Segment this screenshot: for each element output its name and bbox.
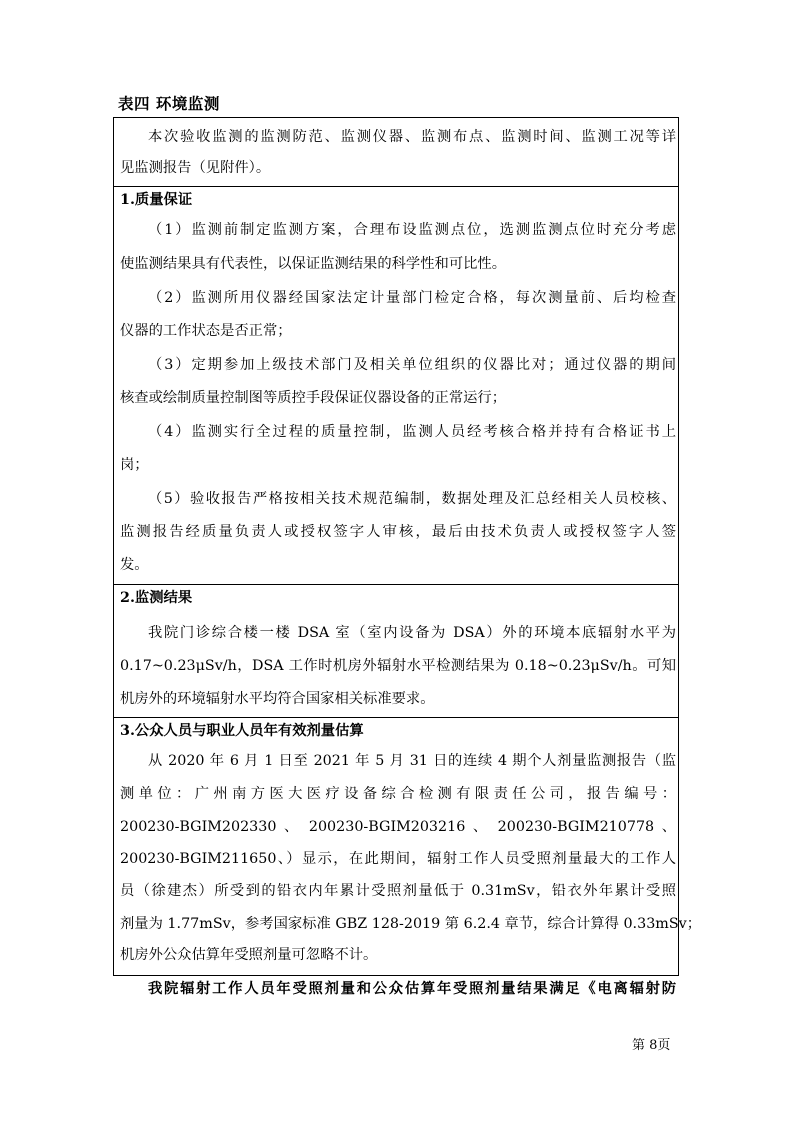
dose-line-4: 200230-BGIM211650、）显示，在此期间，辐射工作人员受照剂量最大的工作人 [120, 851, 676, 867]
qa-item-4-line-1: （4）监测实行全过程的质量控制，监测人员经考核合格并持有合格证书上 [148, 424, 676, 440]
intro-line-1: 本次验收监测的监测防范、监测仪器、监测布点、监测时间、监测工况等详 [148, 129, 676, 145]
qa-item-3-line-2: 核查或绘制质量控制图等质控手段保证仪器设备的正常运行； [120, 390, 507, 406]
divider [113, 584, 679, 585]
qa-item-5-line-2: 监测报告经质量负责人或授权签字人审核，最后由技术负责人或授权签字人签 [120, 524, 676, 540]
dose-conclusion: 我院辐射工作人员年受照剂量和公众估算年受照剂量结果满足《电离辐射防 [148, 981, 676, 997]
section-title: 表四 环境监测 [118, 94, 220, 113]
qa-item-1-line-1: （1）监测前制定监测方案，合理布设监测点位，选测监测点位时充分考虑 [148, 222, 676, 238]
qa-item-5-line-1: （5）验收报告严格按相关技术规范编制，数据处理及汇总经相关人员校核、 [148, 491, 676, 507]
divider [113, 717, 679, 718]
results-line-1: 我院门诊综合楼一楼 DSA 室（室内设备为 DSA）外的环境本底辐射水平为 [148, 625, 676, 641]
qa-item-2-line-1: （2）监测所用仪器经国家法定计量部门检定合格，每次测量前、后均检查 [148, 290, 676, 306]
dose-line-5: 员（徐建杰）所受到的铅衣内年累计受照剂量低于 0.31mSv，铅衣外年累计受照 [120, 883, 676, 899]
dose-line-6: 剂量为 1.77mSv，参考国家标准 GBZ 128-2019 第 6.2.4 章节，综合计算得 0.33mSv； [120, 916, 702, 932]
page-number: 第 8页 [632, 1038, 671, 1053]
dose-line-1: 从 2020 年 6 月 1 日至 2021 年 5 月 31 日的连续 4 期个人剂量监测报告（监 [148, 753, 676, 769]
dose-line-7: 机房外公众估算年受照剂量可忽略不计。 [120, 947, 378, 963]
results-line-3: 机房外的环境辐射水平均符合国家相关标准要求。 [120, 691, 435, 707]
results-line-2: 0.17~0.23μSv/h，DSA 工作时机房外辐射水平检测结果为 0.18~0.23μSv/h。可知 [120, 658, 676, 674]
intro-line-2: 见监测报告（见附件）。 [120, 160, 271, 176]
qa-item-4-line-2: 岗； [120, 457, 149, 473]
heading-dose-estimation: 3.公众人员与职业人员年有效剂量估算 [120, 723, 364, 739]
qa-item-2-line-2: 仪器的工作状态是否正常； [120, 323, 292, 339]
dose-line-2: 测单位：广州南方医大医疗设备综合检测有限责任公司，报告编号： [120, 786, 676, 802]
heading-monitoring-results: 2.监测结果 [120, 590, 193, 606]
dose-line-3: 200230-BGIM202330 、 200230-BGIM203216 、 200230-BGIM210778 、 [120, 819, 676, 835]
qa-item-1-line-2: 使监测结果具有代表性，以保证监测结果的科学性和可比性。 [120, 256, 507, 272]
qa-item-3-line-1: （3）定期参加上级技术部门及相关单位组织的仪器比对；通过仪器的期间 [148, 357, 676, 373]
divider [113, 186, 679, 187]
qa-item-5-line-3: 发。 [120, 557, 149, 573]
heading-quality-assurance: 1.质量保证 [120, 192, 193, 208]
